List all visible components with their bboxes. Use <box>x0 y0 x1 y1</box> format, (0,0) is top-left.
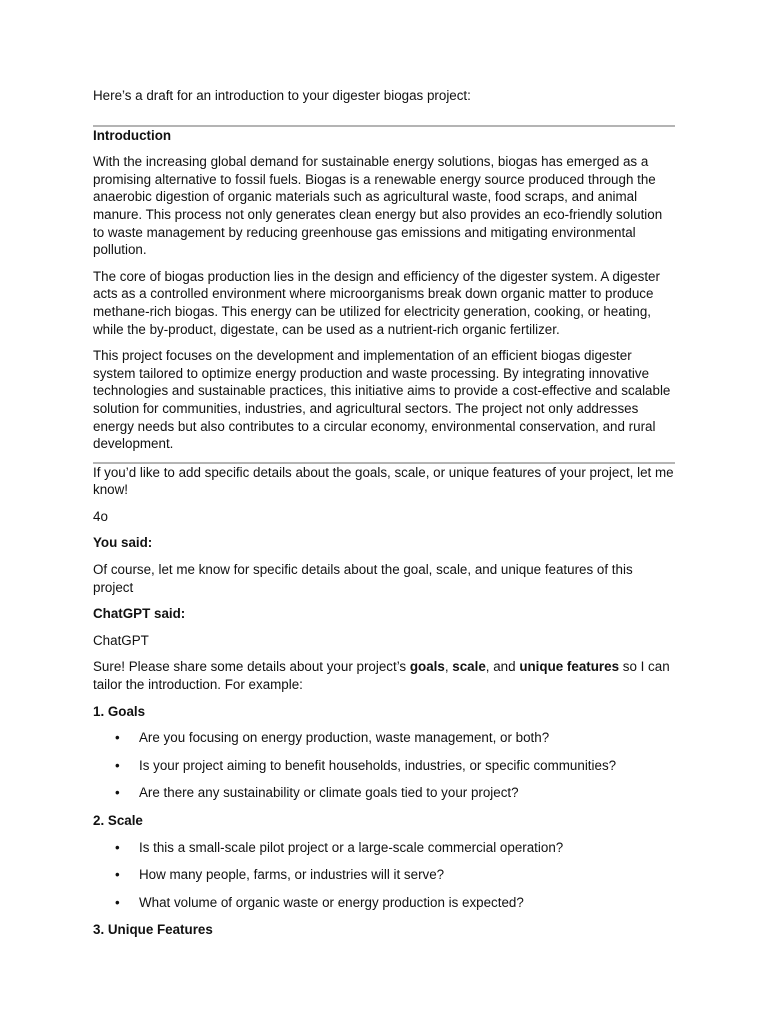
followup-text: If you’d like to add specific details about the goals, scale, or unique features of your project, let me know! <box>93 464 674 498</box>
reply-pre: Sure! Please share some details about your project’s <box>93 659 410 675</box>
introduction-heading: Introduction <box>93 127 172 143</box>
list-item-text: Is this a small-scale pilot project or a large-scale commercial operation? <box>139 839 564 855</box>
assistant-label <box>93 605 675 623</box>
introduction-paragraph-3: This project focuses on the development and implementation of an efficient biogas digester system tailored to optimize energy production and waste processing. By integrating innovative technologies and sustainable practices, this initiative aims to provide a cost-effective and scalable solution for communities, industries, and agricultural sectors. The project not only addresses energy needs but also contributes to a circular economy, environmental conservation, and rural development. <box>93 348 671 452</box>
list-item-text: What volume of organic waste or energy production is expected? <box>139 894 524 910</box>
assistant-name: ChatGPT <box>93 632 149 648</box>
user-label <box>93 534 675 552</box>
user-label-text: You said: <box>93 535 153 551</box>
bullet-icon: • <box>115 785 120 801</box>
bullet-icon: • <box>115 730 120 746</box>
list-item <box>93 729 675 747</box>
list-item <box>93 757 675 775</box>
reply-post: so I can tailor the introduction. For example: <box>93 659 670 693</box>
bullet-icon: • <box>115 894 120 910</box>
reply-comma: , <box>444 659 453 675</box>
list-item <box>93 866 675 884</box>
section-scale-title: 2. Scale <box>93 813 143 828</box>
reply-goals: goals <box>409 659 445 675</box>
list-item-text: Are you focusing on energy production, waste management, or both? <box>139 730 550 746</box>
list-item-text: How many people, farms, or industries will it serve? <box>139 867 445 883</box>
introduction-paragraph-1: With the increasing global demand for sustainable energy solutions, biogas has emerged as a promising alternative to fossil fuels. Biogas is a renewable energy source produced through the anaerobic digestion of organic materials such as agricultural waste, food scraps, and animal manure. This process not only generates clean energy but also provides an eco-friendly solution to waste management by reducing greenhouse gas emissions and mitigating environmental pollution. <box>93 154 663 258</box>
list-item-text: Is your project aiming to benefit households, industries, or specific communities? <box>139 757 617 773</box>
list-item <box>93 839 675 857</box>
section-unique-title: 3. Unique Features <box>93 922 213 938</box>
scale-list <box>93 839 675 912</box>
section-goals-title: 1. Goals <box>93 703 146 719</box>
list-item-text: Are there any sustainability or climate goals tied to your project? <box>139 785 519 801</box>
document-content <box>93 87 675 948</box>
goals-list <box>93 729 675 802</box>
reply-scale: scale <box>452 659 486 675</box>
assistant-label-text: ChatGPT said: <box>93 606 186 622</box>
list-item <box>93 894 675 912</box>
bullet-icon: • <box>115 839 120 855</box>
introduction-paragraph-2: The core of biogas production lies in the design and efficiency of the digester system. A digester acts as a controlled environment where microorganisms break down organic matter to produce methane-rich biogas. This energy can be utilized for electricity generation, cooking, or heating, while the by-product, digestate, can be used as a nutrient-rich organic fertilizer. <box>93 268 660 337</box>
model-tag: 4o <box>93 508 108 524</box>
bullet-icon: • <box>115 867 120 883</box>
user-message: Of course, let me know for specific details about the goal, scale, and unique features of this project <box>93 562 633 595</box>
list-item <box>93 784 675 802</box>
reply-unique: unique features <box>519 659 620 675</box>
assistant-reply <box>93 658 675 693</box>
reply-and: , and <box>485 659 520 675</box>
bullet-icon: • <box>115 757 120 773</box>
intro-line: Here’s a draft for an introduction to your digester biogas project: <box>93 88 471 103</box>
